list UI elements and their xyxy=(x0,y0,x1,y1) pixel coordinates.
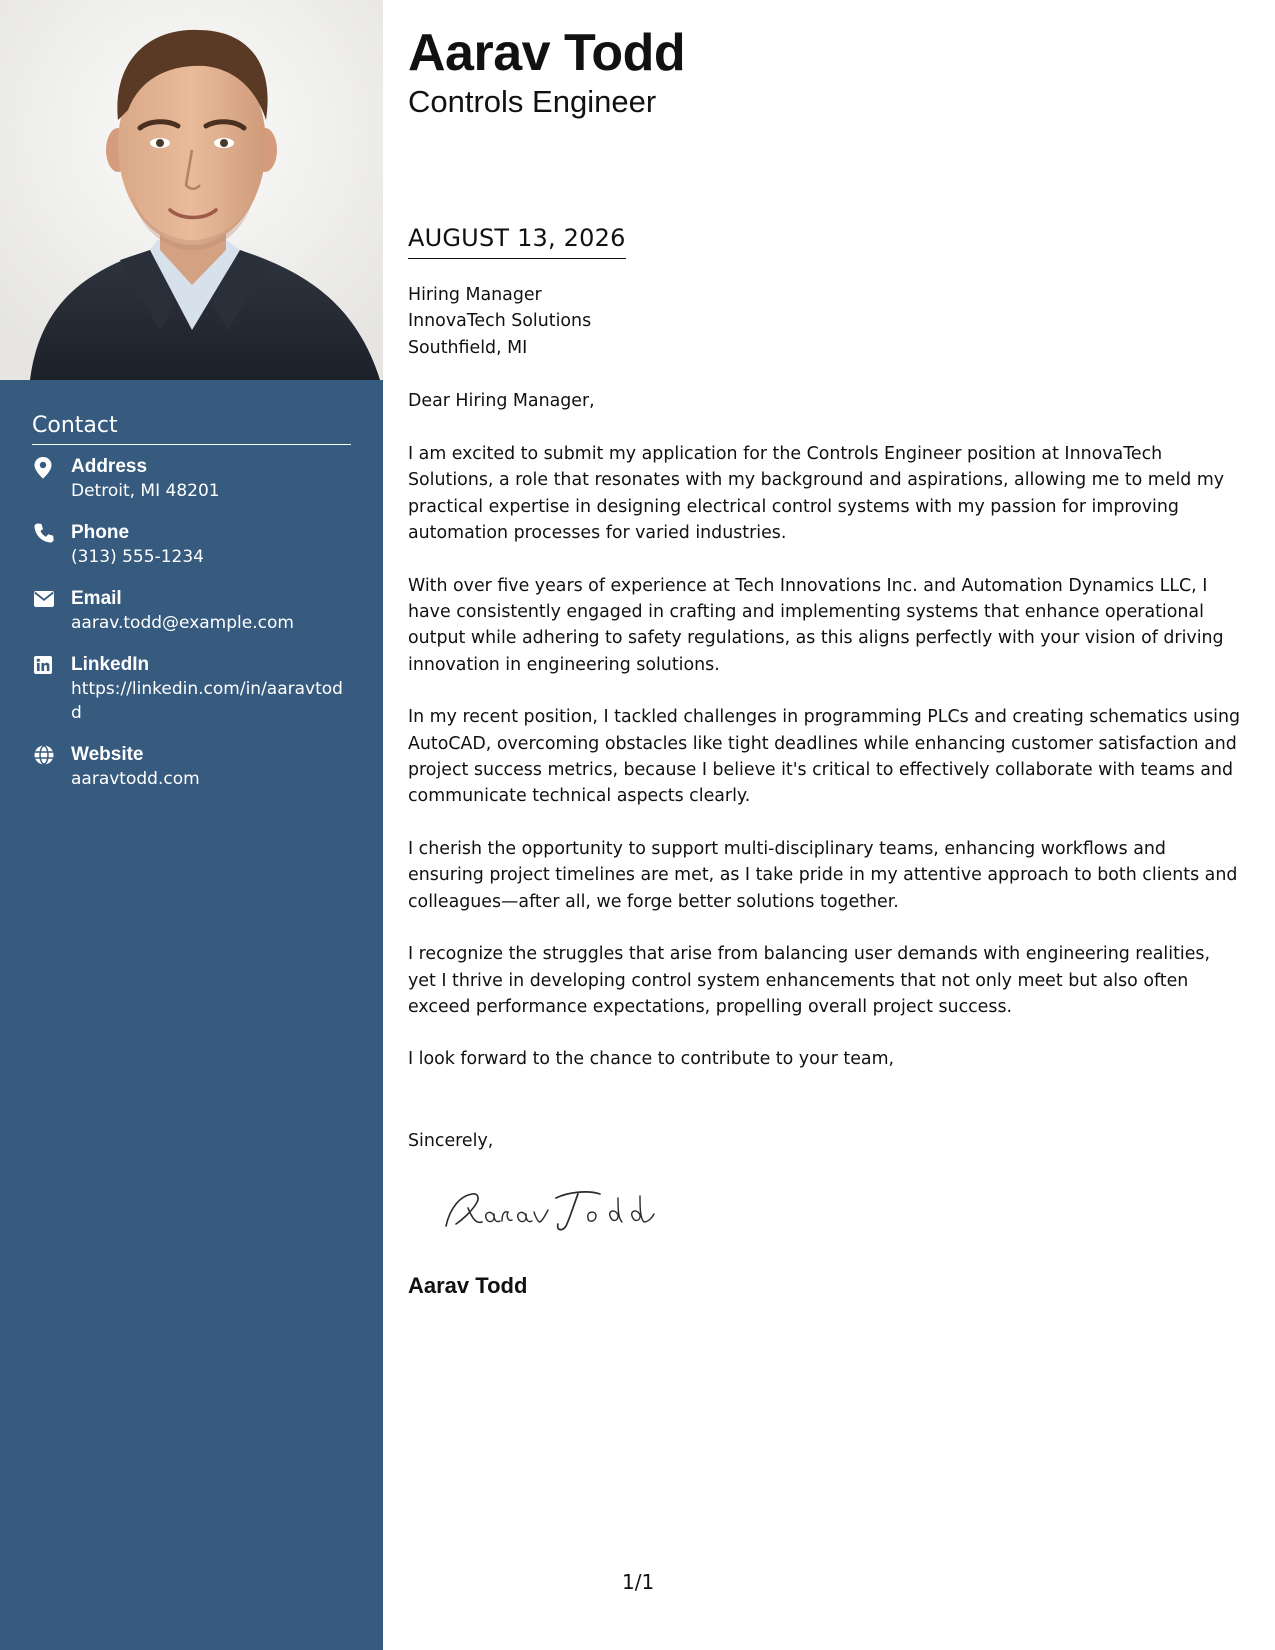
sidebar xyxy=(0,0,383,1650)
contact-value: Detroit, MI 48201 xyxy=(71,481,220,501)
contact-value[interactable]: https://linkedin.com/in/aaravtodd xyxy=(71,679,343,723)
contact-value[interactable]: aarav.todd@example.com xyxy=(71,613,294,633)
signed-name: Aarav Todd xyxy=(408,1273,528,1298)
contact-section xyxy=(32,412,351,809)
linkedin-icon xyxy=(34,655,54,675)
contact-label: Email xyxy=(71,588,122,609)
letter-body xyxy=(408,441,1243,1099)
contact-value: (313) 555-1234 xyxy=(71,547,204,567)
closing: Sincerely, xyxy=(408,1131,494,1151)
handwritten-signature xyxy=(438,1178,668,1238)
body-paragraph: I cherish the opportunity to support multi-disciplinary teams, enhancing workflows and ensuring project timelines are met, as I take pride in my attentive approach to both clients and colleagues—after all, we forge better solutions together. xyxy=(408,838,1238,912)
recipient-line: Southfield, MI xyxy=(408,337,528,358)
contact-label: Website xyxy=(71,744,144,765)
recipient-line: Hiring Manager xyxy=(408,285,542,305)
contact-email xyxy=(32,587,351,635)
portrait-illustration xyxy=(0,0,383,380)
body-paragraph: With over five years of experience at Tech Innovations Inc. and Automation Dynamics LLC, I have consistently engaged in crafting and implementing systems that enhance operational output while adhering to safety regulations, as this aligns perfectly with your vision of driving innovation in engineering solutions. xyxy=(408,575,1224,675)
applicant-name: Aarav Todd xyxy=(408,24,686,82)
contact-phone xyxy=(32,521,351,569)
applicant-title: Controls Engineer xyxy=(408,84,657,119)
letter-date: AUGUST 13, 2026 xyxy=(408,222,626,259)
recipient-line: InnovaTech Solutions xyxy=(408,311,592,332)
contact-value[interactable]: aaravtodd.com xyxy=(71,769,200,789)
envelope-icon xyxy=(34,589,54,609)
body-paragraph: I look forward to the chance to contribute to your team, xyxy=(408,1049,895,1070)
map-pin-icon xyxy=(34,457,54,477)
greeting: Dear Hiring Manager, xyxy=(408,391,595,411)
contact-linkedin xyxy=(32,653,351,725)
contact-label: Phone xyxy=(71,522,130,543)
recipient-block xyxy=(408,282,1243,361)
page-number: 1/1 xyxy=(622,1570,655,1594)
phone-icon xyxy=(34,523,54,543)
contact-label: LinkedIn xyxy=(71,654,150,675)
contact-heading: Contact xyxy=(32,412,351,445)
body-paragraph: I recognize the struggles that arise from balancing user demands with engineering realities, yet I thrive in developing control system enhancements that not only meet but also often exceed performance expectations, propelling overall project success. xyxy=(408,944,1211,1017)
body-paragraph: In my recent position, I tackled challenges in programming PLCs and creating schematics using AutoCAD, overcoming obstacles like tight deadlines while enhancing customer satisfaction and project success metrics, because I believe it's critical to effectively collaborate with teams and communicate technical aspects clearly. xyxy=(408,707,1241,807)
profile-photo xyxy=(0,0,383,380)
body-paragraph: I am excited to submit my application for the Controls Engineer position at InnovaTech Solutions, a role that resonates with my background and aspirations, allowing me to meld my practical expertise in designing electrical control systems with my passion for improving automation processes for varied industries. xyxy=(408,444,1225,544)
contact-website xyxy=(32,743,351,791)
contact-address xyxy=(32,455,351,503)
globe-icon xyxy=(34,745,54,765)
contact-label: Address xyxy=(71,456,148,477)
